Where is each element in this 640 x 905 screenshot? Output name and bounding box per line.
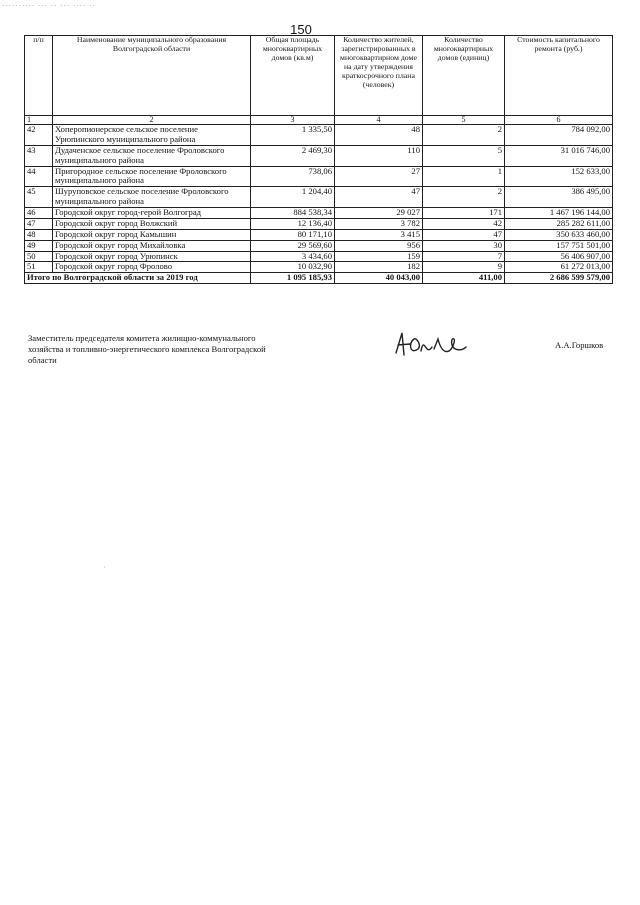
residents-cell: 182 [335, 262, 423, 273]
handwritten-signature [388, 325, 470, 365]
table-row [25, 145, 613, 166]
municipality-name: Городской округ город Фролово [53, 262, 251, 273]
column-index-4: 4 [335, 116, 423, 125]
cost-cell: 152 633,00 [505, 166, 613, 187]
area-cell: 12 136,40 [251, 218, 335, 229]
municipality-name: Городской округ город-герой Волгоград [53, 208, 251, 219]
table-row [25, 187, 613, 208]
column-index-6: 6 [505, 116, 613, 125]
table-row [25, 125, 613, 146]
table-row [25, 218, 613, 229]
header-num: п/п [25, 36, 53, 116]
header-cost: Стоимость капитального ремонта (руб.) [505, 36, 613, 116]
total-houses: 411,00 [423, 273, 505, 284]
houses-cell: 2 [423, 187, 505, 208]
houses-cell: 30 [423, 240, 505, 251]
houses-cell: 47 [423, 229, 505, 240]
table-row [25, 208, 613, 219]
area-cell: 10 032,90 [251, 262, 335, 273]
header-area: Общая площадь многоквартирных домов (кв.м) [251, 36, 335, 116]
column-index-1: 1 [25, 116, 53, 125]
area-cell: 1 204,40 [251, 187, 335, 208]
area-cell: 738,06 [251, 166, 335, 187]
column-index-5: 5 [423, 116, 505, 125]
header-houses: Количество многоквартирных домов (единиц) [423, 36, 505, 116]
row-number: 42 [25, 125, 53, 146]
cost-cell: 1 467 196 144,00 [505, 208, 613, 219]
row-number: 50 [25, 251, 53, 262]
table-row [25, 251, 613, 262]
municipality-name: Хоперопионерское сельское поселение Урюпинского муниципального района [53, 125, 251, 146]
total-label: Итого по Волгоградской области за 2019 год [25, 273, 251, 284]
residents-cell: 47 [335, 187, 423, 208]
area-cell: 2 469,30 [251, 145, 335, 166]
municipality-name: Городской округ город Камышин [53, 229, 251, 240]
municipality-name: Городской округ город Волжский [53, 218, 251, 229]
total-area: 1 095 185,93 [251, 273, 335, 284]
residents-cell: 27 [335, 166, 423, 187]
capital-repair-table [24, 35, 613, 284]
cost-cell: 61 272 013,00 [505, 262, 613, 273]
municipality-name: Городской округ город Урюпинск [53, 251, 251, 262]
header-name: Наименование муниципального образования Волгоградской области [53, 36, 251, 116]
signatory-title: Заместитель председателя комитета жилищно-коммунального хозяйства и топливно-энергетического комплекса Волгоградской области [28, 333, 266, 366]
cost-cell: 157 751 501,00 [505, 240, 613, 251]
houses-cell: 7 [423, 251, 505, 262]
total-cost: 2 686 599 579,00 [505, 273, 613, 284]
row-number: 44 [25, 166, 53, 187]
area-cell: 884 538,34 [251, 208, 335, 219]
houses-cell: 5 [423, 145, 505, 166]
cost-cell: 285 282 611,00 [505, 218, 613, 229]
residents-cell: 3 415 [335, 229, 423, 240]
row-number: 46 [25, 208, 53, 219]
residents-cell: 3 782 [335, 218, 423, 229]
row-number: 48 [25, 229, 53, 240]
houses-cell: 171 [423, 208, 505, 219]
cost-cell: 350 633 460,00 [505, 229, 613, 240]
header-residents: Количество жителей, зарегистрированных в многоквартирном доме на дату утверждения краткосрочного плана (человек) [335, 36, 423, 116]
table-row [25, 240, 613, 251]
cost-cell: 56 406 907,00 [505, 251, 613, 262]
municipality-name: Дудаченское сельское поселение Фроловского муниципального района [53, 145, 251, 166]
area-cell: 3 434,60 [251, 251, 335, 262]
municipality-name: Шуруповское сельское поселение Фроловского муниципального района [53, 187, 251, 208]
column-index-2: 2 [53, 116, 251, 125]
residents-cell: 159 [335, 251, 423, 262]
row-number: 45 [25, 187, 53, 208]
area-cell: 29 569,60 [251, 240, 335, 251]
column-index-3: 3 [251, 116, 335, 125]
scan-speck: · [103, 563, 106, 572]
row-number: 43 [25, 145, 53, 166]
municipality-name: Пригородное сельское поселение Фроловского муниципального района [53, 166, 251, 187]
municipality-name: Городской округ город Михайловка [53, 240, 251, 251]
page-number: 150 [290, 22, 312, 37]
residents-cell: 48 [335, 125, 423, 146]
houses-cell: 2 [423, 125, 505, 146]
cost-cell: 386 495,00 [505, 187, 613, 208]
houses-cell: 1 [423, 166, 505, 187]
area-cell: 1 335,50 [251, 125, 335, 146]
residents-cell: 110 [335, 145, 423, 166]
scan-artifact-marks: ·········· ··· ·· ··· ···· ·· [2, 2, 96, 10]
residents-cell: 956 [335, 240, 423, 251]
residents-cell: 29 027 [335, 208, 423, 219]
table-row [25, 166, 613, 187]
table-row [25, 229, 613, 240]
area-cell: 80 171,10 [251, 229, 335, 240]
row-number: 47 [25, 218, 53, 229]
row-number: 49 [25, 240, 53, 251]
total-row [25, 273, 613, 284]
houses-cell: 42 [423, 218, 505, 229]
houses-cell: 9 [423, 262, 505, 273]
row-number: 51 [25, 262, 53, 273]
signatory-name: А.А.Горшков [555, 340, 604, 350]
cost-cell: 31 016 746,00 [505, 145, 613, 166]
table-row [25, 262, 613, 273]
cost-cell: 784 092,00 [505, 125, 613, 146]
total-residents: 40 043,00 [335, 273, 423, 284]
